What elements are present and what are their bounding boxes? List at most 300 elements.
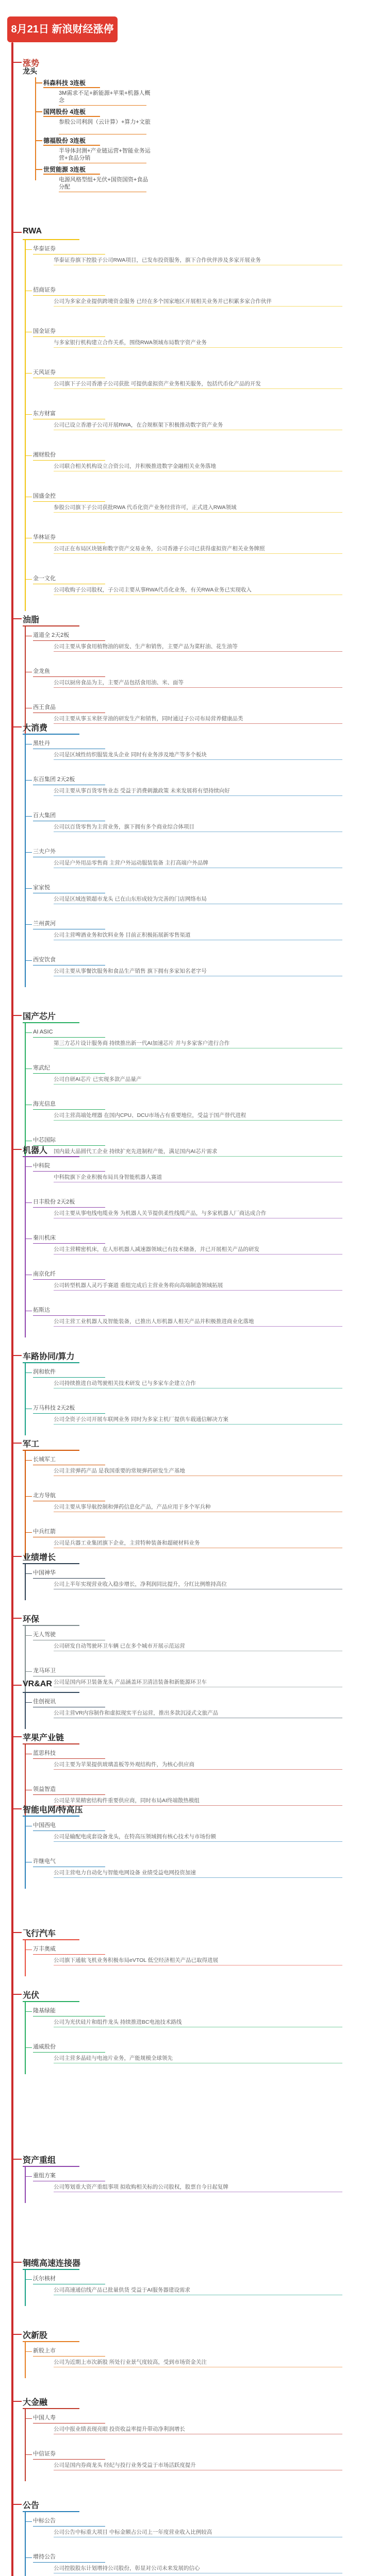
entry-label[interactable]: [33, 1404, 363, 1414]
entry-text-content: 国内最大晶圆代工企业 持续扩充先进制程产能，满足国内AI芯片需求: [54, 1148, 218, 1155]
entry-text: [54, 2055, 363, 2063]
entry-label-text: 寒武纪: [33, 1065, 50, 1071]
entry-label-text: 兰州黄河: [33, 921, 56, 927]
entry-label-text: 增持公告: [33, 2554, 56, 2560]
entry-label[interactable]: [33, 451, 363, 461]
section-title: 苹果产业链: [23, 1734, 64, 1742]
entry-label-text: 隆基绿能: [33, 2008, 56, 2014]
entry-label-text: 金一文化: [33, 575, 56, 582]
entry-label[interactable]: [33, 704, 363, 713]
leader-group-name[interactable]: 世贸能源 3连板: [43, 166, 86, 173]
entry-label[interactable]: [33, 1368, 363, 1378]
entry-text: [54, 339, 363, 348]
entry-hook: [26, 2351, 32, 2352]
entry-label[interactable]: [33, 668, 363, 677]
entry-label-text: 蓝思科技: [33, 1750, 56, 1756]
entry-label-underline: [33, 2459, 105, 2460]
entry-text-content: 公司是区域性纺织服装龙头企业 同时有业务涉及地产等多个板块: [54, 752, 207, 758]
section-title: 军工: [23, 1440, 40, 1449]
entry-label[interactable]: [33, 812, 363, 821]
entry-label-text: 佳创视讯: [33, 1699, 56, 1705]
entry-text-content: 公司主要为苹果提供玻璃盖板等外观结构件，为核心供应商: [54, 1761, 194, 1768]
entry-label-text: 无人驾驶: [33, 1632, 56, 1638]
entry-label-text: 长城军工: [33, 1456, 56, 1463]
entry-text-underline: [54, 306, 342, 307]
entry-text-content: 中科院旗下企业积极布局具身智能机器人赛道: [54, 1174, 162, 1180]
section-branch: [12, 1736, 22, 1737]
entry-label[interactable]: [33, 1456, 363, 1465]
entry-label[interactable]: [33, 1822, 363, 1831]
entry-text: [54, 463, 363, 471]
section-ev: [12, 1350, 368, 1443]
entry-label-text: 天风证券: [33, 369, 56, 376]
entry-label[interactable]: [33, 1064, 363, 1074]
section-title: 飞行汽车: [23, 1929, 56, 1938]
entry-hook: [26, 960, 32, 961]
entry-text-content: 公司主营VR内容制作和虚拟现实平台运营，推出多款沉浸式文旅产品: [54, 1710, 219, 1716]
section-vertical-line: [25, 2167, 26, 2203]
entry-text-underline: [54, 651, 342, 652]
entry-text-content: 公司主要从事餐饮服务和食品生产销售 旗下拥有多家知名老字号: [54, 968, 207, 974]
section-title: VR&AR: [23, 1680, 52, 1688]
entry-text: [54, 298, 363, 307]
section-vertical-line: [25, 2270, 26, 2306]
section-consumer: [12, 721, 368, 994]
entry-hook: [26, 1671, 32, 1672]
entry-text-content: 公司收购子公司股权，子公司主要从事RWA代币化业务，有关RWA业务已实现收入: [54, 587, 252, 593]
entry-hook: [26, 1166, 32, 1167]
entry-label-text: 许继电气: [33, 1858, 56, 1865]
section-vertical-line: [25, 2002, 26, 2074]
entry-label[interactable]: [33, 884, 363, 893]
entry-text-content: 公司主营高端处理器 在国内CPU、DCU市场占有重要地位，受益于国产替代进程: [54, 1112, 246, 1118]
entry-label[interactable]: [33, 956, 363, 965]
entry-label[interactable]: [33, 493, 363, 502]
section-earnings: [12, 1551, 368, 1607]
entry-text-content: 公司是国内环卫装备龙头 产品涵盖环卫清洁装备和新能源环卫车: [54, 1679, 207, 1685]
section-title: 机器人: [23, 1146, 48, 1155]
section-vertical-line: [25, 1693, 26, 1729]
group-rule: [43, 87, 100, 88]
entry-text: [54, 1539, 363, 1548]
entry-label[interactable]: [33, 1631, 363, 1640]
entry-text-underline: [54, 1326, 342, 1327]
section-branch: [12, 1443, 22, 1444]
entry-label-text: 中国神华: [33, 1570, 56, 1576]
entry-label-underline: [33, 640, 105, 641]
entry-label[interactable]: [33, 1162, 363, 1172]
section-title: 车路协同/算力: [23, 1352, 75, 1361]
entry-text-content: 公司为近期上市次新股 所处行业景气度较高，受到市场资金关注: [54, 2359, 207, 2365]
entry-hook: [26, 2011, 32, 2012]
entry-text: [54, 2529, 363, 2537]
section-branch: [12, 1808, 22, 1809]
entry-label[interactable]: [33, 2414, 363, 2424]
entry-label-underline: [33, 1073, 105, 1074]
entry-text-content: 与多家银行机构建立合作关系，围绕RWA领域布局数字资产业务: [54, 340, 207, 346]
section-rule: [23, 2408, 79, 2409]
entry-text: [54, 586, 363, 595]
entry-label-text: 秦川机床: [33, 1235, 56, 1241]
entry-label-underline: [33, 2356, 105, 2357]
section-title: 油脂: [23, 616, 40, 624]
section-aerospace: [12, 1927, 368, 1984]
section-rule: [23, 1156, 79, 1157]
entry-text: [54, 1076, 363, 1084]
section-title: 光伏: [23, 1991, 40, 2000]
entry-text: [54, 751, 363, 760]
entry-text-underline: [54, 553, 342, 554]
entry-label-underline: [33, 1207, 105, 1208]
entry-text-content: 公司是兵器工业集团旗下企业，主营特种装备和超硬材料业务: [54, 1540, 200, 1546]
entry-text: [54, 823, 363, 832]
entry-label-underline: [33, 1315, 105, 1316]
section-leader: [12, 57, 368, 191]
entry-label[interactable]: [33, 1858, 363, 1867]
entry-label-text: 家家悦: [33, 885, 50, 891]
entry-hook: [26, 373, 32, 374]
entry-text: [54, 931, 363, 940]
entry-label[interactable]: [33, 2347, 363, 2357]
entry-text-content: 公司以厨房食品为主，主要产品包括食用油、米、面等: [54, 680, 184, 686]
entry-label-text: 重组方案: [33, 2173, 56, 2179]
entry-label-text: 龙马环卫: [33, 1668, 56, 1674]
section-branch: [12, 2401, 22, 2402]
section-branch: [12, 1149, 22, 1150]
entry-label[interactable]: [33, 410, 363, 419]
section-vertical-line: [25, 1564, 26, 1600]
section-vertical-line: [25, 735, 26, 987]
section-optical: [12, 1989, 368, 2081]
entry-text: [54, 1282, 363, 1291]
group-hook: [35, 111, 42, 112]
section-title: 铜缆高速连接器: [23, 2259, 81, 2268]
section-subtitle: 龙头: [23, 67, 37, 75]
entry-label-text: 东百集团 2天2板: [33, 776, 75, 783]
section-rule: [23, 1450, 79, 1451]
entry-label-underline: [33, 1794, 105, 1795]
entry-hook: [26, 2521, 32, 2522]
entry-text-content: 公司是输配电成套设备龙头，在特高压领域拥有核心技术与市场份额: [54, 1834, 216, 1840]
entry-label-underline: [33, 1109, 105, 1110]
entry-text: [54, 1416, 363, 1425]
section-rule: [23, 1816, 79, 1817]
entry-text-underline: [54, 687, 342, 688]
section-vertical-line: [35, 77, 36, 180]
entry-label-underline: [33, 1413, 105, 1414]
section-rule: [23, 1362, 79, 1363]
entry-label[interactable]: [33, 2172, 363, 2181]
entry-label-underline: [33, 501, 105, 502]
entry-hook: [26, 816, 32, 817]
entry-hook: [26, 2557, 32, 2558]
group-rule: [43, 145, 100, 146]
entry-label-text: 华泰证券: [33, 246, 56, 252]
leader-group-desc: 参股公司利润（云计算）+算力+文旅: [59, 119, 151, 125]
entry-text-underline: [54, 795, 342, 796]
section-title: 资产重组: [23, 2156, 56, 2165]
entry-label-text: 中信证券: [33, 2451, 56, 2457]
entry-text-underline: [54, 1877, 342, 1878]
entry-label[interactable]: [33, 286, 363, 296]
section-vertical-line: [25, 1451, 26, 1559]
section-title: 国产芯片: [23, 1012, 56, 1021]
section-rule: [23, 2269, 79, 2270]
entry-label[interactable]: [33, 920, 363, 929]
entry-label-text: 国金证券: [33, 328, 56, 334]
entry-hook: [26, 579, 32, 580]
entry-label-text: 湘财股份: [33, 452, 56, 458]
group-hook: [35, 169, 42, 170]
section-memory: [12, 2257, 368, 2313]
entry-label[interactable]: [33, 1198, 363, 1208]
entry-text-content: 第三方芯片设计服务商 持续推出新一代AI加速芯片 并与多家客户进行合作: [54, 1040, 230, 1046]
section-branch: [12, 1994, 22, 1995]
entry-text-content: 公司研发自动驾驶环卫车辆 已在多个城市开展示范运营: [54, 1643, 185, 1649]
section-title: 大消费: [23, 724, 48, 733]
entry-text-underline: [54, 1841, 342, 1842]
entry-text-content: 公司转型机器人灵巧手赛道 重组完成后主营业务将向高端制造领域拓展: [54, 1282, 223, 1289]
entry-label-underline: [33, 1279, 105, 1280]
entry-text: [54, 2286, 363, 2295]
section-branch: [12, 62, 22, 63]
section-rule: [23, 1625, 79, 1626]
entry-hook: [26, 2279, 32, 2280]
entry-label-underline: [33, 2052, 105, 2053]
section-vertical-line: [25, 1940, 26, 1976]
entry-label[interactable]: [33, 2007, 363, 2016]
entry-text: [54, 1174, 363, 1182]
entry-text-content: 公司高速通信线产品已批量供货 受益于AI服务器建设需求: [54, 2287, 190, 2293]
entry-label[interactable]: [33, 1945, 363, 1955]
entry-text: [54, 643, 363, 652]
entry-label[interactable]: [33, 848, 363, 857]
entry-label-text: 中标公告: [33, 2518, 56, 2524]
entry-text: [54, 504, 363, 513]
entry-label[interactable]: [33, 1528, 363, 1537]
entry-label[interactable]: [33, 1234, 363, 1244]
entry-label[interactable]: [33, 2450, 363, 2460]
entry-hook: [26, 780, 32, 781]
entry-label-text: 国盛金控: [33, 493, 56, 499]
page-title: 8月21日 新浪财经涨停板复盘: [7, 16, 118, 42]
entry-label[interactable]: [33, 369, 363, 378]
section-power: [12, 1803, 368, 1896]
entry-label[interactable]: [33, 1100, 363, 1110]
entry-text-content: 公司旗下通航飞机业务积极布局eVTOL 低空经济相关产品已取得进展: [54, 1957, 219, 1963]
section-vertical-line: [25, 240, 26, 611]
entry-text-underline: [54, 1769, 342, 1770]
entry-text-content: 公司公告中标重大项目 中标金额占公司上一年度营业收入比例较高: [54, 2529, 212, 2535]
entry-hook: [26, 2176, 32, 2177]
entry-text: [54, 257, 363, 265]
entry-text-content: 公司上半年实现营业收入稳步增长，净利润同比提升，分红比例维持高位: [54, 1581, 227, 1587]
entry-label[interactable]: [33, 575, 363, 584]
group-rule: [43, 174, 100, 175]
section-branch: [12, 1932, 22, 1933]
entry-label-underline: [33, 2562, 105, 2563]
entry-label-text: 三夫户外: [33, 849, 56, 855]
entry-label-text: 南京化纤: [33, 1271, 56, 1277]
entry-text: [54, 1040, 363, 1048]
entry-label[interactable]: [33, 2553, 363, 2563]
entry-text-underline: [54, 1424, 342, 1425]
section-military: [12, 1437, 368, 1566]
entry-label-text: 东方财富: [33, 411, 56, 417]
entry-label[interactable]: [33, 2043, 363, 2053]
entry-hook: [26, 414, 32, 415]
entry-text: [54, 1210, 363, 1218]
entry-text-content: 公司正在布局区块链和数字资产交易业务，公司香港子公司已获得虚拟资产相关业务牌照: [54, 546, 265, 552]
section-rule: [23, 1563, 79, 1564]
entry-label[interactable]: [33, 1569, 363, 1579]
entry-text-content: 公司中报业绩表现亮眼 投资收益率提升带动净利润增长: [54, 2426, 185, 2432]
section-rule: [23, 2166, 79, 2167]
entry-label-text: 中科院: [33, 1163, 50, 1169]
entry-label[interactable]: [33, 328, 363, 337]
entry-hook: [26, 2047, 32, 2048]
entry-hook: [26, 852, 32, 853]
entry-text: [54, 1709, 363, 1718]
entry-label-underline: [33, 1578, 105, 1579]
entry-label-text: 道道全 2天2板: [33, 632, 70, 638]
section-rule: [23, 239, 79, 240]
entry-text-content: 公司主营电力自动化与智能电网设备 业绩受益电网投资加速: [54, 1870, 196, 1876]
entry-text: [54, 787, 363, 796]
section-rule: [23, 2511, 79, 2512]
section-branch: [12, 2334, 22, 2335]
entry-text-content: 公司联合相关机构设立合资公司，并积极推进数字金融相关业务落地: [54, 463, 216, 469]
entry-text-underline: [54, 388, 342, 389]
section-title: 环保: [23, 1615, 40, 1624]
entry-text: [54, 1380, 363, 1388]
section-vr: [12, 1680, 368, 1736]
entry-text-content: 公司为光伏硅片和组件龙头 持续推进BC电池技术路线: [54, 2019, 182, 2025]
group-underline: [59, 105, 146, 106]
section-asset: [12, 2154, 368, 2210]
section-branch: [12, 2262, 22, 2263]
entry-label[interactable]: [33, 740, 363, 749]
leader-group-name[interactable]: 科森科技 3连板: [43, 79, 86, 87]
section-title: 公告: [23, 2501, 40, 2510]
group-rule: [43, 116, 100, 117]
entry-label[interactable]: [33, 1750, 363, 1759]
entry-text: [54, 421, 363, 430]
entry-text: [54, 1957, 363, 1965]
entry-label-underline: [33, 1171, 105, 1172]
entry-hook: [26, 888, 32, 889]
section-rwa: [12, 227, 368, 618]
entry-label[interactable]: [33, 1270, 363, 1280]
leader-group-name[interactable]: 德福股份 3连板: [43, 137, 86, 144]
entry-label-text: 日丰股份 2天2板: [33, 1199, 75, 1205]
section-title: 业绩增长: [23, 1553, 56, 1562]
section-rule: [23, 2341, 79, 2342]
entry-hook: [26, 1496, 32, 1497]
entry-label[interactable]: [33, 1028, 363, 1038]
entry-text: [54, 1112, 363, 1121]
section-branch: [12, 1618, 22, 1619]
entry-hook: [26, 924, 32, 925]
entry-label[interactable]: [33, 632, 363, 641]
entry-label-text: 新股上市: [33, 2348, 56, 2354]
section-branch: [12, 618, 22, 619]
entry-label-text: 百大集团: [33, 812, 56, 819]
entry-label-text: AI ASIC: [33, 1029, 53, 1035]
section-title: RWA: [23, 227, 42, 235]
entry-text-underline: [54, 512, 342, 513]
entry-text-content: 公司筹划重大资产重组事项 拟收购相关标的公司股权，股票自今日起复牌: [54, 2184, 228, 2190]
entry-hook: [26, 2454, 32, 2455]
section-branch: [12, 1015, 22, 1016]
entry-label-underline: [33, 2423, 105, 2424]
entry-text: [54, 2565, 363, 2573]
entry-text-content: 公司自研AI芯片 已实现多款产品量产: [54, 1076, 142, 1082]
entry-text-content: 公司主营精密机床，在人形机器人减速器领域已有技术储备，并已开展相关产品的研发: [54, 1246, 259, 1252]
entry-text-content: 公司持续推进自动驾驶相关技术研发 已与多家车企建立合作: [54, 1380, 196, 1386]
entry-text-content: 公司主要从事导航控制和弹药信息化产品，产品应用于多个军兵种: [54, 1504, 211, 1510]
entry-text: [54, 1833, 363, 1842]
entry-label[interactable]: [33, 245, 363, 255]
entry-label[interactable]: [33, 2517, 363, 2527]
entry-label[interactable]: [33, 1698, 363, 1707]
entry-text: [54, 895, 363, 904]
section-notice: [12, 2499, 368, 2576]
entry-label-text: 北方导航: [33, 1493, 56, 1499]
entry-label-underline: [33, 1954, 105, 1955]
section-vertical-line: [25, 1363, 26, 1435]
entry-text-content: 公司已设立香港子公司开展RWA，在合规框架下积极推动数字资产业务: [54, 422, 223, 428]
entry-label-text: 中兵红箭: [33, 1529, 56, 1535]
entry-text: [54, 1581, 363, 1589]
section-branch: [12, 2159, 22, 2160]
leader-group-name[interactable]: 国网股份 4连板: [43, 108, 86, 115]
entry-label[interactable]: [33, 1492, 363, 1501]
leader-group-desc: 3M需求不足+新能源+苹果+机器人概念: [59, 90, 151, 104]
entry-label[interactable]: [33, 776, 363, 785]
entry-label-text: 西王食品: [33, 704, 56, 710]
section-title: 次新股: [23, 2331, 48, 2340]
entry-text-content: 公司主营多晶硅与电池片业务，产能规模全球领先: [54, 2055, 173, 2061]
section-vertical-line: [25, 2342, 26, 2378]
entry-label[interactable]: [33, 1307, 363, 1316]
entry-label-text: 拓斯达: [33, 1307, 50, 1313]
entry-label-underline: [33, 1377, 105, 1378]
entry-label[interactable]: [33, 1667, 363, 1676]
section-branch: [12, 2504, 22, 2505]
entry-text-underline: [54, 1290, 342, 1291]
entry-label[interactable]: [33, 534, 363, 543]
entry-label-text: 万丰奥威: [33, 1946, 56, 1952]
entry-text-content: 公司是户外用品零售商 主营户外运动服装装备 主打高端户外品牌: [54, 860, 208, 866]
entry-text: [54, 1642, 363, 1651]
entry-label[interactable]: [33, 2275, 363, 2284]
entry-label[interactable]: [33, 1786, 363, 1795]
entry-text-underline: [54, 1254, 342, 1255]
entry-label-text: 领益智造: [33, 1786, 56, 1792]
entry-text-content: 公司是苹果精密结构件重要供应商，同时布局AI终端散热模组: [54, 1798, 200, 1804]
section-vertical-line: [25, 1817, 26, 1889]
entry-text-content: 公司主营工业机器人及智能装备，已推出人形机器人相关产品并积极推进商业化落地: [54, 1318, 254, 1325]
entry-label-text: 中国人寿: [33, 2415, 56, 2421]
entry-text-content: 公司主营弹药产品 是我国重要的常规弹药研发生产基地: [54, 1468, 185, 1474]
entry-text: [54, 1318, 363, 1327]
section-branch: [12, 1355, 22, 1356]
entry-text-content: 华泰证券旗下控股子公司RWA项目，已发布投资服务，旗下合作伙伴涉及多家开展业务: [54, 257, 261, 263]
entry-label-text: 金龙鱼: [33, 668, 50, 674]
entry-text-underline: [54, 1120, 342, 1121]
entry-text-content: 公司为多家企业提供跨境资金服务 已经在多个国家地区开展相关业务并已积累多家合作伙伴: [54, 298, 272, 304]
